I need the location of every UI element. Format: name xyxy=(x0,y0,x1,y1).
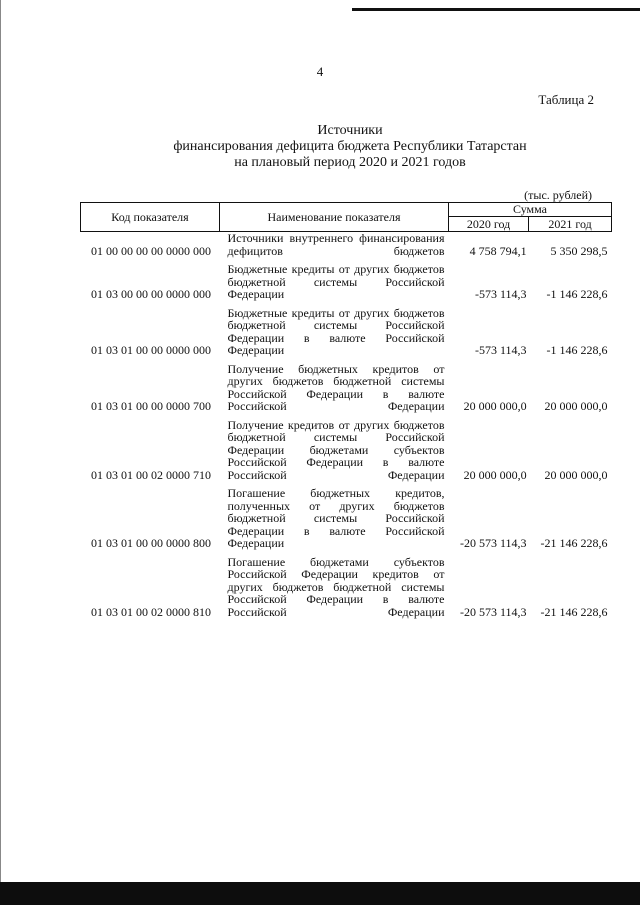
table-row xyxy=(81,232,612,261)
row-name: Получение кредитов от других бюджетов бюджетной системы Российской Федерации бюджетами субъектов Российской Федерации в валюте Российской Федерации xyxy=(227,417,445,482)
row-value-2020: 20 000 000,0 xyxy=(463,399,527,413)
table-row xyxy=(81,360,612,416)
row-name: Погашение бюджетами субъектов Российской Федерации кредитов от других бюджетов бюджетной системы Российской Федерации в валюте Российской Федерации xyxy=(227,554,445,619)
row-code: 01 03 01 00 02 0000 710 xyxy=(91,467,211,482)
row-name: Источники внутреннего финансирования дефицитов бюджетов xyxy=(227,231,445,258)
row-value-2021: -1 146 228,6 xyxy=(546,287,608,301)
header-year-2020: 2020 год xyxy=(449,217,529,232)
table-row xyxy=(81,416,612,485)
header-code: Код показателя xyxy=(81,203,220,232)
row-code: 01 03 00 00 00 0000 000 xyxy=(91,287,211,301)
row-code: 01 03 01 00 00 0000 000 xyxy=(91,343,211,357)
row-value-2020: -20 573 114,3 xyxy=(460,604,527,619)
header-sum: Сумма xyxy=(449,203,612,217)
row-name: Бюджетные кредиты от других бюджетов бюджетной системы Российской Федерации в валюте Российской Федерации xyxy=(227,305,445,357)
title-line-1: Источники xyxy=(317,123,383,138)
row-code: 01 03 01 00 02 0000 810 xyxy=(91,604,211,619)
row-value-2020: -573 114,3 xyxy=(475,343,527,357)
table-row xyxy=(81,484,612,553)
header-year-2021: 2021 год xyxy=(529,217,612,232)
title-line-3: на плановый период 2020 и 2021 годов xyxy=(234,155,466,170)
row-value-2020: -20 573 114,3 xyxy=(460,536,527,550)
row-name: Получение бюджетных кредитов от других бюджетов бюджетной системы Российской Федерации в валюте Российской Федерации xyxy=(227,361,445,413)
row-value-2021: 20 000 000,0 xyxy=(544,467,608,482)
table-row xyxy=(81,304,612,360)
header-name: Наименование показателя xyxy=(220,203,449,232)
row-code: 01 03 01 00 00 0000 700 xyxy=(91,399,211,413)
title-line-2: финансирования дефицита бюджета Республики Татарстан xyxy=(173,139,527,154)
scan-bottom-bar xyxy=(0,882,640,905)
table-row xyxy=(81,553,612,622)
row-name: Погашение бюджетных кредитов, полученных от других бюджетов бюджетной системы Российской Федерации в валюте Российской Федерации xyxy=(227,486,445,550)
row-code: 01 03 01 00 00 0000 800 xyxy=(91,536,211,550)
row-value-2020: 4 758 794,1 xyxy=(469,243,527,258)
row-value-2021: -21 146 228,6 xyxy=(540,604,608,619)
unit-label: (тыс. рублей) xyxy=(524,188,592,202)
row-value-2021: 20 000 000,0 xyxy=(544,399,608,413)
row-value-2021: -21 146 228,6 xyxy=(540,536,608,550)
row-code: 01 00 00 00 00 0000 000 xyxy=(91,243,211,258)
row-value-2021: -1 146 228,6 xyxy=(546,343,608,357)
row-value-2021: 5 350 298,5 xyxy=(550,243,608,258)
page-number: 4 xyxy=(316,64,324,79)
table-row xyxy=(81,260,612,304)
row-value-2020: 20 000 000,0 xyxy=(463,467,527,482)
row-name: Бюджетные кредиты от других бюджетов бюджетной системы Российской Федерации xyxy=(227,262,445,301)
table-label: Таблица 2 xyxy=(538,92,594,107)
financing-sources-table xyxy=(80,202,612,621)
document-title xyxy=(0,123,640,171)
scan-top-line xyxy=(352,8,640,11)
row-value-2020: -573 114,3 xyxy=(475,287,527,301)
